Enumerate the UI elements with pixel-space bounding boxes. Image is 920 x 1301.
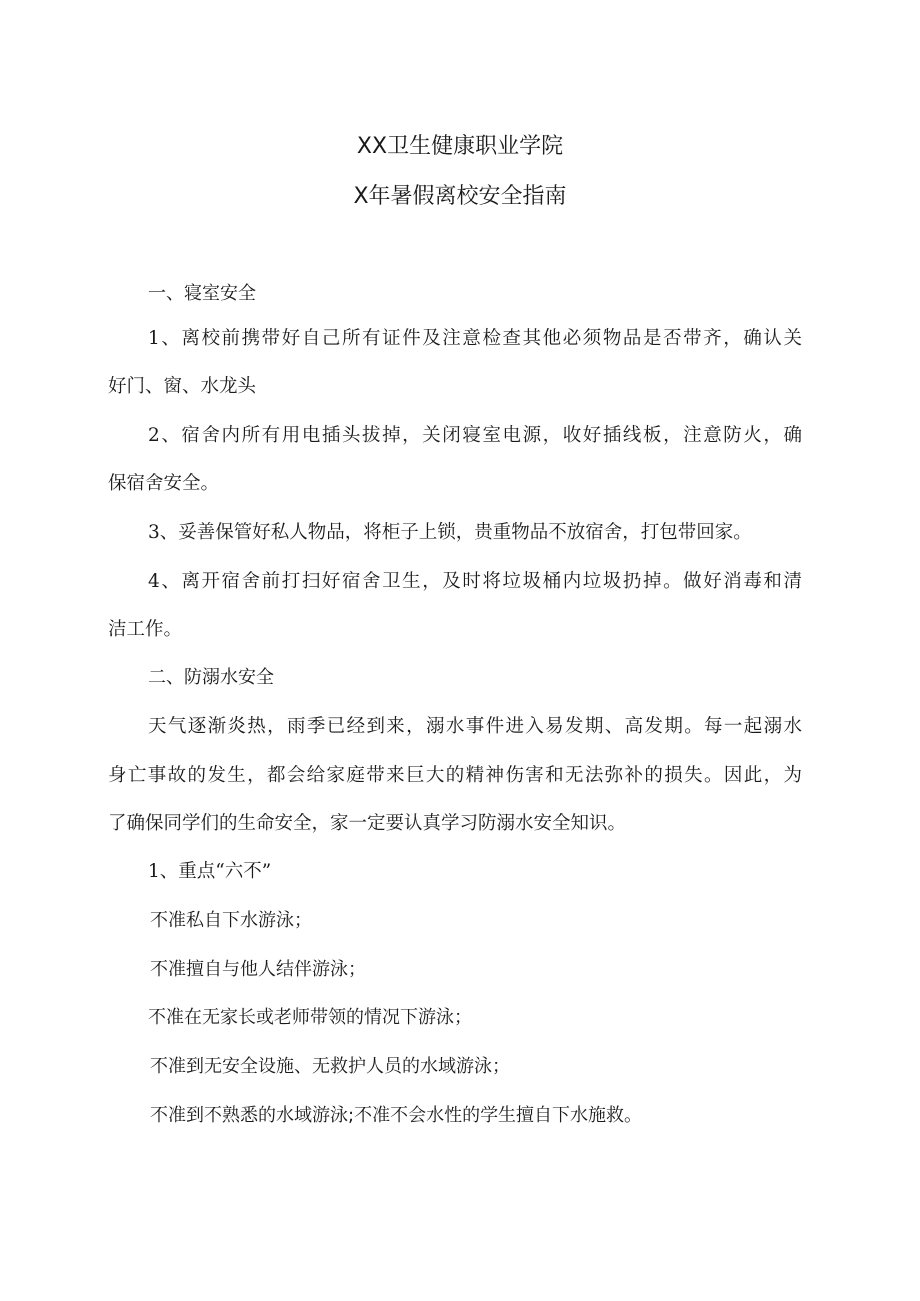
dorm-item-2-line-1: 2、宿舍内所有用电插头拔掉，关闭寝室电源，收好插线板，注意防火，确 [148,425,802,446]
rule-item: 不准到不熟悉的水域游泳;不准不会水性的学生擅自下水施救。 [150,1105,643,1126]
drowning-intro-line-2: 身亡事故的发生，都会给家庭带来巨大的精神伤害和无法弥补的损失。因此，为 [108,765,802,786]
dorm-item-1-line-1: 1、离校前携带好自己所有证件及注意检查其他必须物品是否带齐，确认关 [148,328,802,349]
section-heading-drowning-safety: 二、防溺水安全 [148,667,274,688]
drowning-intro-line-3: 了确保同学们的生命安全，家一定要认真学习防溺水安全知识。 [108,813,627,834]
dorm-item-4-line-2: 洁工作。 [108,619,183,640]
dorm-item-3-line-1: 3、妥善保管好私人物品，将柜子上锁，贵重物品不放宿舍，打包带回家。 [148,522,752,543]
rule-item: 不准到无安全设施、无救护人员的水域游泳； [150,1056,510,1077]
rule-item: 不准在无家长或老师带领的情况下游泳； [148,1007,472,1028]
document-title-school: XX卫生健康职业学院 [356,134,564,159]
document-title-guide: X年暑假离校安全指南 [353,184,567,209]
rule-item: 不准擅自与他人结伴游泳； [150,959,366,980]
drowning-intro-line-1: 天气逐渐炎热，雨季已经到来，溺水事件进入易发期、高发期。每一起溺水 [148,716,802,737]
rule-item: 不准私自下水游泳； [150,910,312,931]
dorm-item-4-line-1: 4、离开宿舍前打扫好宿舍卫生，及时将垃圾桶内垃圾扔掉。做好消毒和清 [148,571,802,592]
six-rules-heading: 1、重点“六不” [148,861,272,882]
dorm-item-1-line-2: 好门、窗、水龙头 [108,376,257,397]
section-heading-dorm-safety: 一、寝室安全 [148,283,256,304]
dorm-item-2-line-2: 保宿舍安全。 [108,473,220,494]
